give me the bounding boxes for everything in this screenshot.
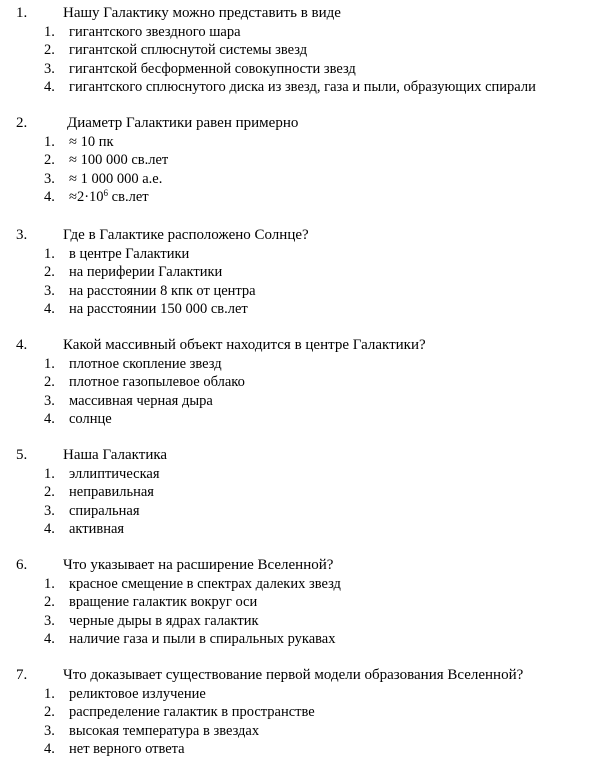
- answer-option: [0, 41, 607, 59]
- option-number: 1.: [44, 466, 55, 482]
- answer-option: [0, 23, 607, 41]
- question-heading: [0, 445, 607, 465]
- option-text: эллиптическая: [69, 466, 160, 482]
- option-number: 4.: [44, 630, 55, 647]
- question-text: Какой массивный объект находится в центре Галактики?: [63, 337, 426, 353]
- question-3: [0, 225, 607, 318]
- answer-option: [0, 575, 607, 593]
- answer-options: [0, 465, 607, 538]
- answer-options: [0, 685, 607, 758]
- question-text: Где в Галактике расположено Солнце?: [63, 227, 309, 243]
- answer-option: [0, 722, 607, 740]
- option-text: спиральная: [69, 502, 140, 519]
- option-number: 3.: [44, 60, 55, 77]
- option-text: неправильная: [69, 484, 154, 501]
- option-text: ≈ 100 000 св.лет: [69, 152, 169, 169]
- option-number: 2.: [44, 704, 55, 721]
- option-number: 1.: [44, 134, 55, 150]
- option-number: 4.: [44, 78, 55, 95]
- option-text: гигантской бесформенной совокупности звезд: [69, 60, 356, 77]
- option-number: 3.: [44, 282, 55, 299]
- option-number: 2.: [44, 264, 55, 281]
- answer-option: [0, 483, 607, 501]
- answer-option: [0, 593, 607, 611]
- answer-option: [0, 263, 607, 281]
- option-number: 4.: [44, 520, 55, 537]
- question-number: 6.: [16, 557, 28, 573]
- answer-option: [0, 282, 607, 300]
- option-text: на периферии Галактики: [69, 264, 223, 281]
- option-number: 4.: [44, 740, 55, 757]
- answer-option: [0, 392, 607, 410]
- answer-option: [0, 612, 607, 630]
- option-number: 2.: [44, 42, 55, 59]
- question-text: Наша Галактика: [63, 447, 168, 463]
- option-text: на расстоянии 8 кпк от центра: [69, 282, 256, 299]
- answer-option: [0, 410, 607, 428]
- question-6: [0, 555, 607, 648]
- option-number: 4.: [44, 188, 55, 205]
- question-number: 7.: [16, 667, 28, 683]
- question-text: Что доказывает существование первой модели образования Вселенной?: [63, 667, 524, 683]
- option-number: 1.: [44, 576, 55, 592]
- option-number: 3.: [44, 722, 55, 739]
- answer-option: [0, 133, 607, 151]
- question-number: 1.: [16, 5, 28, 21]
- option-text: [69, 188, 149, 206]
- option-number: 1.: [44, 246, 55, 262]
- answer-option: [0, 740, 607, 758]
- question-heading: [0, 113, 607, 133]
- answer-option: [0, 373, 607, 391]
- question-4: [0, 335, 607, 428]
- option-number: 3.: [44, 612, 55, 629]
- option-text: вращение галактик вокруг оси: [69, 594, 258, 611]
- option-number: 3.: [44, 170, 55, 187]
- option-text: распределение галактик в пространстве: [69, 704, 315, 721]
- question-number: 4.: [16, 337, 28, 353]
- option-text: гигантского звездного шара: [69, 24, 241, 40]
- option-text: черные дыры в ядрах галактик: [69, 612, 259, 629]
- question-number: 3.: [16, 227, 28, 243]
- option-text: гигантского сплюснутого диска из звезд, газа и пыли, образующих спирали: [69, 78, 536, 95]
- answer-options: [0, 355, 607, 428]
- option-number: 4.: [44, 300, 55, 317]
- option-text: активная: [69, 520, 125, 537]
- question-number: 5.: [16, 447, 28, 463]
- option-text: гигантской сплюснутой системы звезд: [69, 42, 308, 59]
- answer-option: [0, 151, 607, 169]
- option-number: 2.: [44, 484, 55, 501]
- option-number: 1.: [44, 356, 55, 372]
- question-1: [0, 3, 607, 96]
- answer-option: [0, 245, 607, 263]
- answer-options: [0, 23, 607, 96]
- answer-option: [0, 188, 607, 206]
- option-number: 4.: [44, 410, 55, 427]
- question-7: [0, 665, 607, 758]
- answer-option: [0, 520, 607, 538]
- answer-option: [0, 630, 607, 648]
- answer-options: [0, 245, 607, 318]
- option-text: плотное газопылевое облако: [69, 374, 245, 391]
- option-text: ≈ 10 пк: [69, 134, 114, 150]
- option-text: нет верного ответа: [69, 740, 185, 757]
- question-5: [0, 445, 607, 538]
- answer-option: [0, 502, 607, 520]
- question-heading: [0, 225, 607, 245]
- question-heading: [0, 665, 607, 685]
- option-text: высокая температура в звездах: [69, 722, 260, 739]
- answer-option: [0, 355, 607, 373]
- option-number: 3.: [44, 392, 55, 409]
- question-text: Что указывает на расширение Вселенной?: [63, 557, 334, 573]
- answer-option: [0, 60, 607, 78]
- option-text: на расстоянии 150 000 св.лет: [69, 300, 248, 317]
- option-number: 1.: [44, 686, 55, 702]
- option-number: 2.: [44, 152, 55, 169]
- answer-option: [0, 703, 607, 721]
- question-heading: [0, 335, 607, 355]
- answer-options: [0, 575, 607, 648]
- option-text-unit: св.лет: [108, 188, 149, 205]
- question-text: Нашу Галактику можно представить в виде: [63, 5, 341, 21]
- option-text: реликтовое излучение: [69, 686, 206, 702]
- question-number: 2.: [16, 115, 28, 131]
- question-heading: [0, 3, 607, 23]
- option-number: 1.: [44, 24, 55, 40]
- option-exponent: 6: [103, 187, 109, 198]
- answer-option: [0, 170, 607, 188]
- option-text: красное смещение в спектрах далеких звезд: [69, 576, 341, 592]
- answer-option: [0, 465, 607, 483]
- option-text-main: ≈2·10: [69, 188, 104, 205]
- question-2: [0, 113, 607, 206]
- option-text: плотное скопление звезд: [69, 356, 222, 372]
- answer-option: [0, 300, 607, 318]
- question-text: Диаметр Галактики равен примерно: [67, 115, 299, 131]
- option-text: массивная черная дыра: [69, 392, 213, 409]
- answer-option: [0, 78, 607, 96]
- answer-option: [0, 685, 607, 703]
- option-number: 2.: [44, 374, 55, 391]
- option-text: солнце: [69, 410, 112, 427]
- option-number: 3.: [44, 502, 55, 519]
- option-number: 2.: [44, 594, 55, 611]
- option-text: наличие газа и пыли в спиральных рукавах: [69, 630, 336, 647]
- question-heading: [0, 555, 607, 575]
- option-text: ≈ 1 000 000 а.е.: [69, 170, 163, 187]
- option-text: в центре Галактики: [69, 246, 190, 262]
- answer-options: [0, 133, 607, 206]
